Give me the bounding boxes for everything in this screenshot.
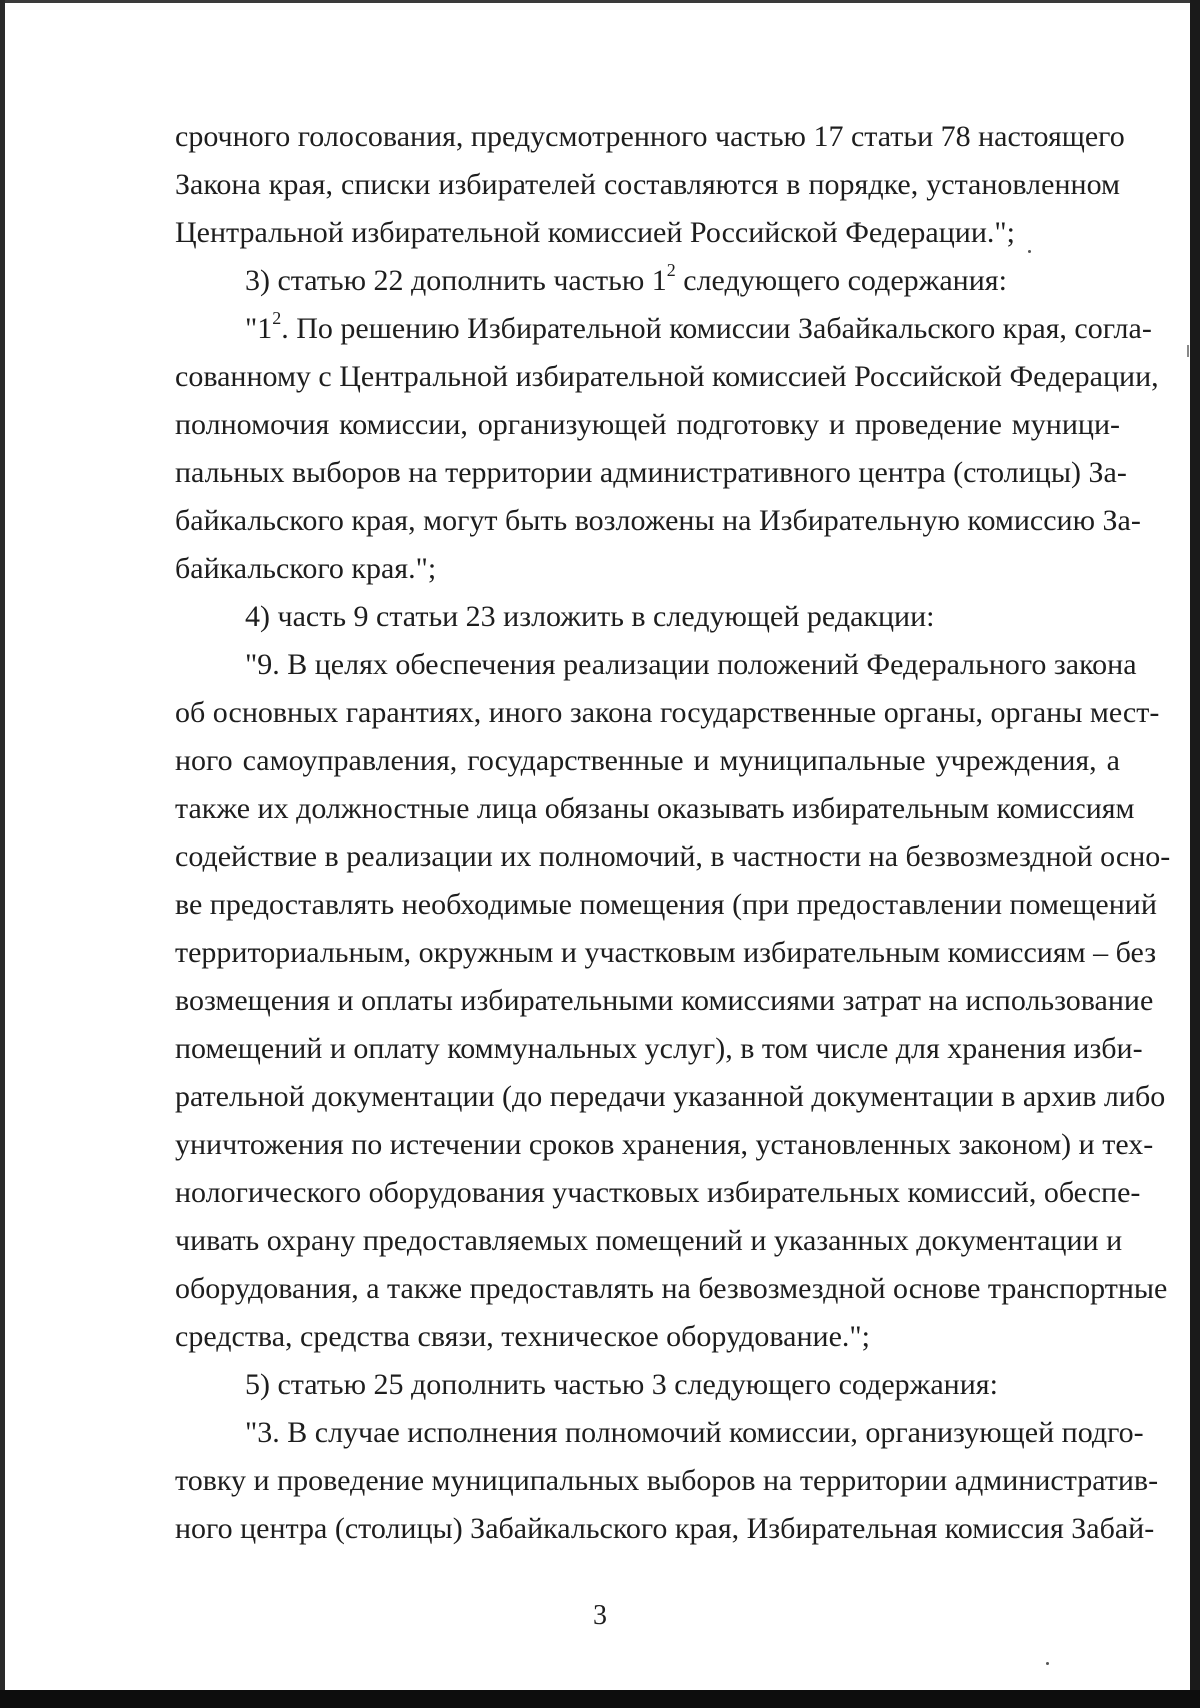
- paragraph-continuation: [175, 113, 1125, 257]
- text-line: нологического оборудования участковых избирательных комиссий, обеспе-: [175, 1176, 1141, 1209]
- text-line: "3. В случае исполнения полномочий комиссии, организующей подго-: [245, 1416, 1144, 1449]
- text-line: байкальского края.";: [175, 552, 437, 585]
- text-line: средства, средства связи, техническое оборудование.";: [175, 1320, 870, 1353]
- text-run: "1: [245, 312, 273, 345]
- text-line: содействие в реализации их полномочий, в частности на безвозмездной осно-: [175, 840, 1171, 873]
- scan-artifact-mark: [1187, 345, 1189, 357]
- text-line: сованному с Центральной избирательной комиссией Российской Федерации,: [175, 360, 1159, 393]
- scan-edge-top: [0, 0, 1200, 3]
- text-line: ного центра (столицы) Забайкальского края, Избирательная комиссия Забай-: [175, 1512, 1155, 1545]
- paragraph-item-5: [175, 1361, 1120, 1409]
- text-line: "9. В целях обеспечения реализации положений Федерального закона: [245, 648, 1137, 681]
- text-line: чивать охрану предоставляемых помещений и указанных документации и: [175, 1224, 1123, 1257]
- paragraph-quote-9: [175, 641, 1171, 1361]
- paragraph-item-4: [175, 593, 1120, 641]
- text-line: уничтожения по истечении сроков хранения, установленных законом) и тех-: [175, 1128, 1154, 1161]
- text-line: также их должностные лица обязаны оказывать избирательным комиссиям: [175, 792, 1135, 825]
- text-line: товку и проведение муниципальных выборов на территории административ-: [175, 1464, 1159, 1497]
- text-line: 4) часть 9 статьи 23 изложить в следующей редакции:: [245, 600, 935, 633]
- text-line: территориальным, окружным и участковым избирательным комиссиям – без: [175, 936, 1157, 969]
- scan-speck: [1046, 1662, 1049, 1665]
- text-line: 5) статью 25 дополнить частью 3 следующего содержания:: [245, 1368, 998, 1401]
- page-number: 3: [593, 1600, 607, 1631]
- text-line: пальных выборов на территории административного центра (столицы) За-: [175, 456, 1127, 489]
- superscript: 2: [272, 308, 282, 328]
- text-line: Центральной избирательной комиссией Российской Федерации.";: [175, 216, 1015, 249]
- text-line: срочного голосования, предусмотренного частью 17 статьи 78 настоящего: [175, 120, 1125, 153]
- text-run: . По решению Избирательной комиссии Забайкальского края, согла-: [281, 312, 1152, 345]
- text-run: следующего содержания:: [675, 264, 1007, 297]
- scan-edge-right: [1190, 0, 1200, 1708]
- paragraph-quote-1-2: [175, 305, 1159, 593]
- text-line: [175, 257, 1120, 305]
- scan-edge-left: [0, 0, 5, 1708]
- text-line: ве предоставлять необходимые помещения (при предоставлении помещений: [175, 888, 1157, 921]
- superscript: 2: [666, 260, 676, 280]
- text-line: Закона края, списки избирателей составляются в порядке, установленном: [175, 168, 1120, 201]
- text-line: возмещения и оплаты избирательными комиссиями затрат на использование: [175, 984, 1154, 1017]
- document-body: [175, 113, 1171, 1553]
- paragraph-quote-3: [175, 1409, 1159, 1553]
- text-line: [175, 305, 1152, 353]
- scan-edge-bottom: [0, 1690, 1200, 1708]
- text-run: 3) статью 22 дополнить частью 1: [245, 264, 667, 297]
- paragraph-item-3: [175, 257, 1120, 305]
- text-line: оборудования, а также предоставлять на безвозмездной основе транспортные: [175, 1272, 1168, 1305]
- text-line: ного самоуправления, государственные и муниципальные учреждения, а: [175, 744, 1120, 777]
- text-line: байкальского края, могут быть возложены на Избирательную комиссию За-: [175, 504, 1141, 537]
- text-line: полномочия комиссии, организующей подготовку и проведение муници-: [175, 408, 1120, 441]
- text-line: об основных гарантиях, иного закона государственные органы, органы мест-: [175, 696, 1160, 729]
- text-line: рательной документации (до передачи указанной документации в архив либо: [175, 1080, 1166, 1113]
- text-line: помещений и оплату коммунальных услуг), в том числе для хранения изби-: [175, 1032, 1143, 1065]
